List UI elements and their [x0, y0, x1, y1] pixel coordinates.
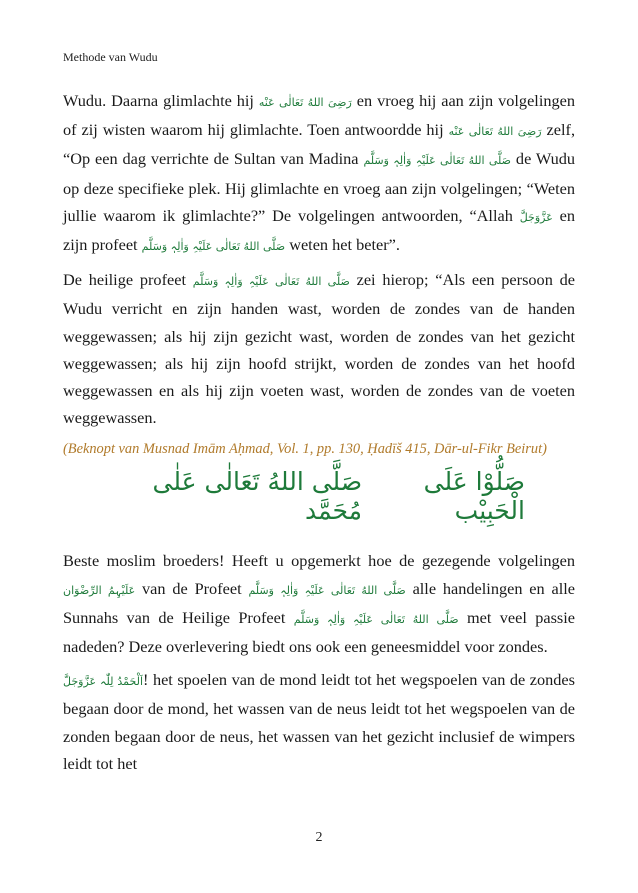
- text: en zijn profeet: [63, 205, 576, 255]
- durood-salutation-left: صَلَّی اللهُ تَعَالٰی عَلٰی مُحَمَّد: [152, 467, 363, 526]
- text: De heilige profeet: [63, 270, 186, 290]
- text: weten het beter”.: [289, 235, 400, 255]
- honorific-alhamdulillah: اَلْحَمْدُ لِلّٰہ عَزَّوَجَلَّ: [63, 675, 144, 689]
- paragraph-4: [63, 666, 575, 777]
- text: Wudu. Daarna glimlachte hij: [63, 91, 254, 110]
- text: van de Profeet: [142, 578, 242, 598]
- text: Beste moslim broeders! Heeft u opgemerkt hoe de gezegende volgelingen: [63, 551, 575, 571]
- page-number: 2: [315, 830, 323, 845]
- text: de Wudu op deze specifieke plek. Hij glimlachte en vroeg aan zijn volgelingen; “Weten jullie waarom ik glimlachte?” De volgelingen antwoorden, “Allah: [63, 149, 576, 225]
- running-header: Methode van Wudu: [63, 50, 158, 64]
- text: ! het spoelen van de mond leidt tot het wegspoelen van de zondes begaan door de mond, het wassen van de neus leidt tot het wegspoelen van de zonden begaan door de neus, het wassen van het gezicht inclusief de wimpers leidt tot het: [63, 670, 575, 773]
- durood-line: [63, 467, 575, 525]
- honorific-azza: عَزَّوَجَلَّ: [519, 210, 553, 224]
- body-text: [63, 87, 575, 783]
- text: met veel passie nadeden? Deze overlevering biedt ons ook een geneesmiddel voor zondes.: [63, 607, 576, 657]
- text: zei hierop; “Als een persoon de Wudu verricht en zijn handen wast, worden de zondes van de handen weggewassen; als hij zijn gezicht wast, worden de zondes van het gezicht weggewassen; als hij zijn hoofd strijkt, worden de zondes van het hoofd weggewassen en als hij zijn voeten wast, worden de zondes van de voeten weggewassen.: [63, 270, 575, 428]
- text: alle handelingen en alle Sunnahs van de Heilige Profeet: [63, 578, 576, 627]
- paragraph-3: [63, 547, 575, 660]
- text: en vroeg hij aan zijn volgelingen of zij wisten waarom hij glimlachte. Toen antwoordde hij: [63, 91, 575, 140]
- paragraph-1: [63, 87, 575, 260]
- honorific-saw: صَلَّی اللهُ تَعَالٰی عَلَیْہِ وَاٰلِہٖ وَسَلَّم: [293, 612, 459, 626]
- honorific-saw: صَلَّی اللهُ تَعَالٰی عَلَیْہِ وَاٰلِہٖ وَسَلَّم: [192, 275, 350, 289]
- honorific-saw: صَلَّی اللهُ تَعَالٰی عَلَیْہِ وَاٰلِہٖ وَسَلَّم: [363, 154, 512, 168]
- honorific-ra: رَضِیَ اللهُ تَعَالٰی عَنْه: [448, 125, 542, 139]
- hadith-reference: (Beknopt van Musnad Imām Aḥmad, Vol. 1, pp. 130, Ḥadīš 415, Dār-ul-Fikr Beirut): [63, 441, 547, 458]
- honorific-saw: صَلَّی اللهُ تَعَالٰی عَلَیْہِ وَاٰلِہٖ وَسَلَّم: [141, 240, 286, 254]
- honorific-ridwan: عَلَیْہِمُ الرِّضْوَان: [63, 583, 136, 597]
- durood-salutation-right: صَلُّوْا عَلَی الْحَبِیْب: [423, 467, 525, 526]
- honorific-saw: صَلَّی اللهُ تَعَالٰی عَلَیْہِ وَاٰلِہٖ وَسَلَّم: [248, 583, 406, 597]
- text: zelf, “Op een dag verrichte de Sultan van Madina: [63, 120, 576, 169]
- honorific-ra: رَضِیَ اللهُ تَعَالٰی عَنْه: [258, 96, 352, 109]
- paragraph-2: [63, 266, 575, 431]
